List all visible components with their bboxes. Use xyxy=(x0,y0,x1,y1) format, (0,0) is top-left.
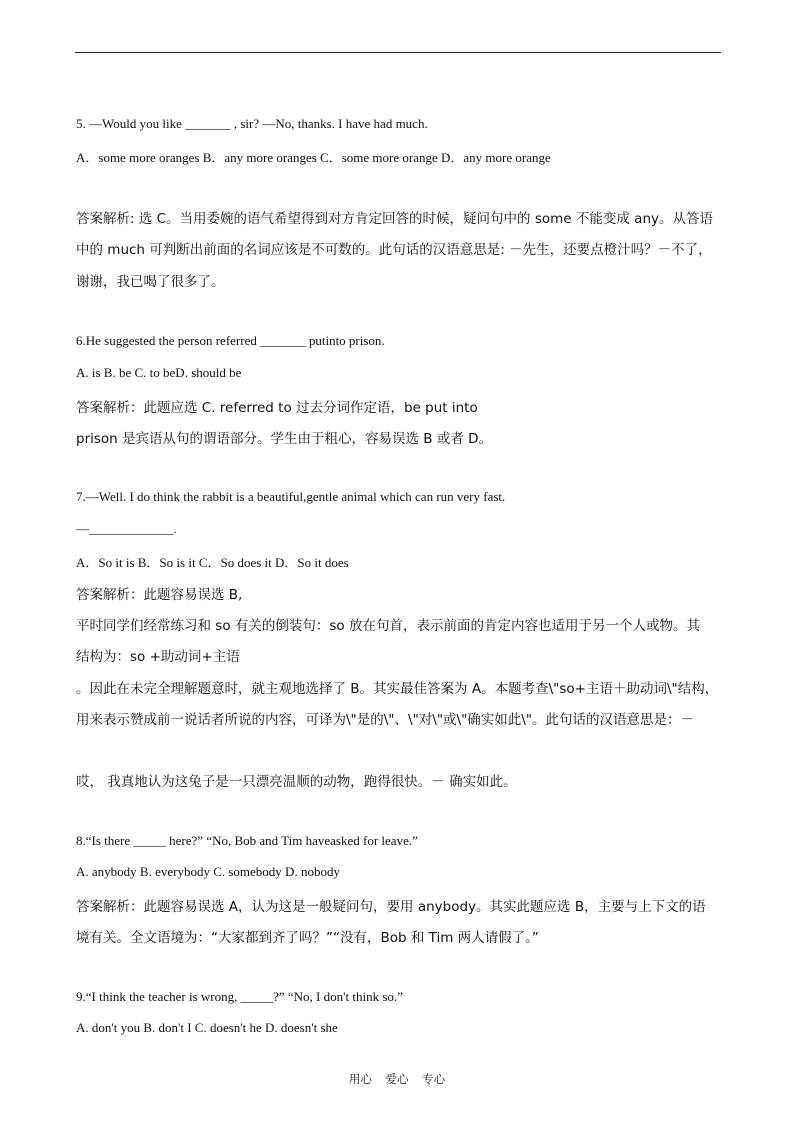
question-7-answer-line-2: 平时同学们经常练习和 so 有关的倒装句：so 放在句首，表示前面的肯定内容也适用于另一个人或物。其 xyxy=(76,618,700,634)
question-9-options: A. don't you B. don't I C. doesn't he D. doesn't she xyxy=(76,1020,338,1035)
question-5-stem: 5. —Would you like _______ , sir? —No, thanks. I have had much. xyxy=(76,116,428,131)
footer-word-1: 用心 xyxy=(348,1072,372,1086)
question-6-options: A. is B. be C. to beD. should be xyxy=(76,365,242,380)
question-5-answer-line-3: 谢谢，我已喝了很多了。 xyxy=(76,274,225,290)
question-6-answer-line-2: prison 是宾语从句的谓语部分。学生由于粗心，容易误选 B 或者 D。 xyxy=(76,431,493,447)
question-7-answer-line-5: 用来表示赞成前一说话者所说的内容，可译为\"是的\"、\"对\"或\"确实如此\"。此句话的汉语意思是：－ xyxy=(76,712,695,728)
question-6-answer-line-1: 答案解析：此题应选 C. referred to 过去分词作定语，be put into xyxy=(76,400,478,416)
page-footer xyxy=(0,1071,794,1087)
footer-word-2: 爱心 xyxy=(385,1072,409,1086)
question-5-answer-line-1: 答案解析: 选 C。当用委婉的语气希望得到对方肯定回答的时候，疑问句中的 some 不能变成 any。从答语 xyxy=(76,211,713,227)
header-rule xyxy=(75,52,721,53)
question-8-stem: 8.“Is there _____ here?” “No, Bob and Tim haveasked for leave.” xyxy=(76,833,418,848)
question-5-options: A．some more oranges B．any more oranges C．some more orange D．any more orange xyxy=(76,150,551,165)
question-8-answer-line-2: 境有关。全文语境为：“大家都到齐了吗？”“没有，Bob 和 Tim 两人请假了。” xyxy=(76,930,539,946)
question-7-stem-reply: —_____________. xyxy=(76,521,177,536)
question-8-options: A. anybody B. everybody C. somebody D. nobody xyxy=(76,864,340,879)
question-7-answer-line-1: 答案解析：此题容易误选 B, xyxy=(76,587,243,603)
question-9-stem: 9.“I think the teacher is wrong, _____?” “No, I don't think so.” xyxy=(76,989,403,1004)
question-7-options: A．So it is B．So is it C．So does it D．So it does xyxy=(76,555,349,570)
question-8-answer-line-1: 答案解析：此题容易误选 A，认为这是一般疑问句，要用 anybody。其实此题应选 B，主要与上下文的语 xyxy=(76,899,706,915)
question-7-stem: 7.—Well. I do think the rabbit is a beautiful,gentle animal which can run very fast. xyxy=(76,489,506,504)
question-7-answer-line-4: 。因此在未完全理解题意时，就主观地选择了 B。其实最佳答案为 A。本题考查\"so+主语＋助动词\"结构， xyxy=(76,681,719,697)
question-7-answer-line-6: 哎， 我真地认为这兔子是一只漂亮温顺的动物，跑得很快。－ 确实如此。 xyxy=(76,774,517,790)
question-6-stem: 6.He suggested the person referred _______ putinto prison. xyxy=(76,333,385,348)
question-5-answer-line-2: 中的 much 可判断出前面的名词应该是不可数的。此句话的汉语意思是: －先生，还要点橙汁吗？－不了， xyxy=(76,242,712,258)
question-7-answer-line-3: 结构为：so +助动词+主语 xyxy=(76,649,240,665)
footer-word-3: 专心 xyxy=(422,1072,446,1086)
